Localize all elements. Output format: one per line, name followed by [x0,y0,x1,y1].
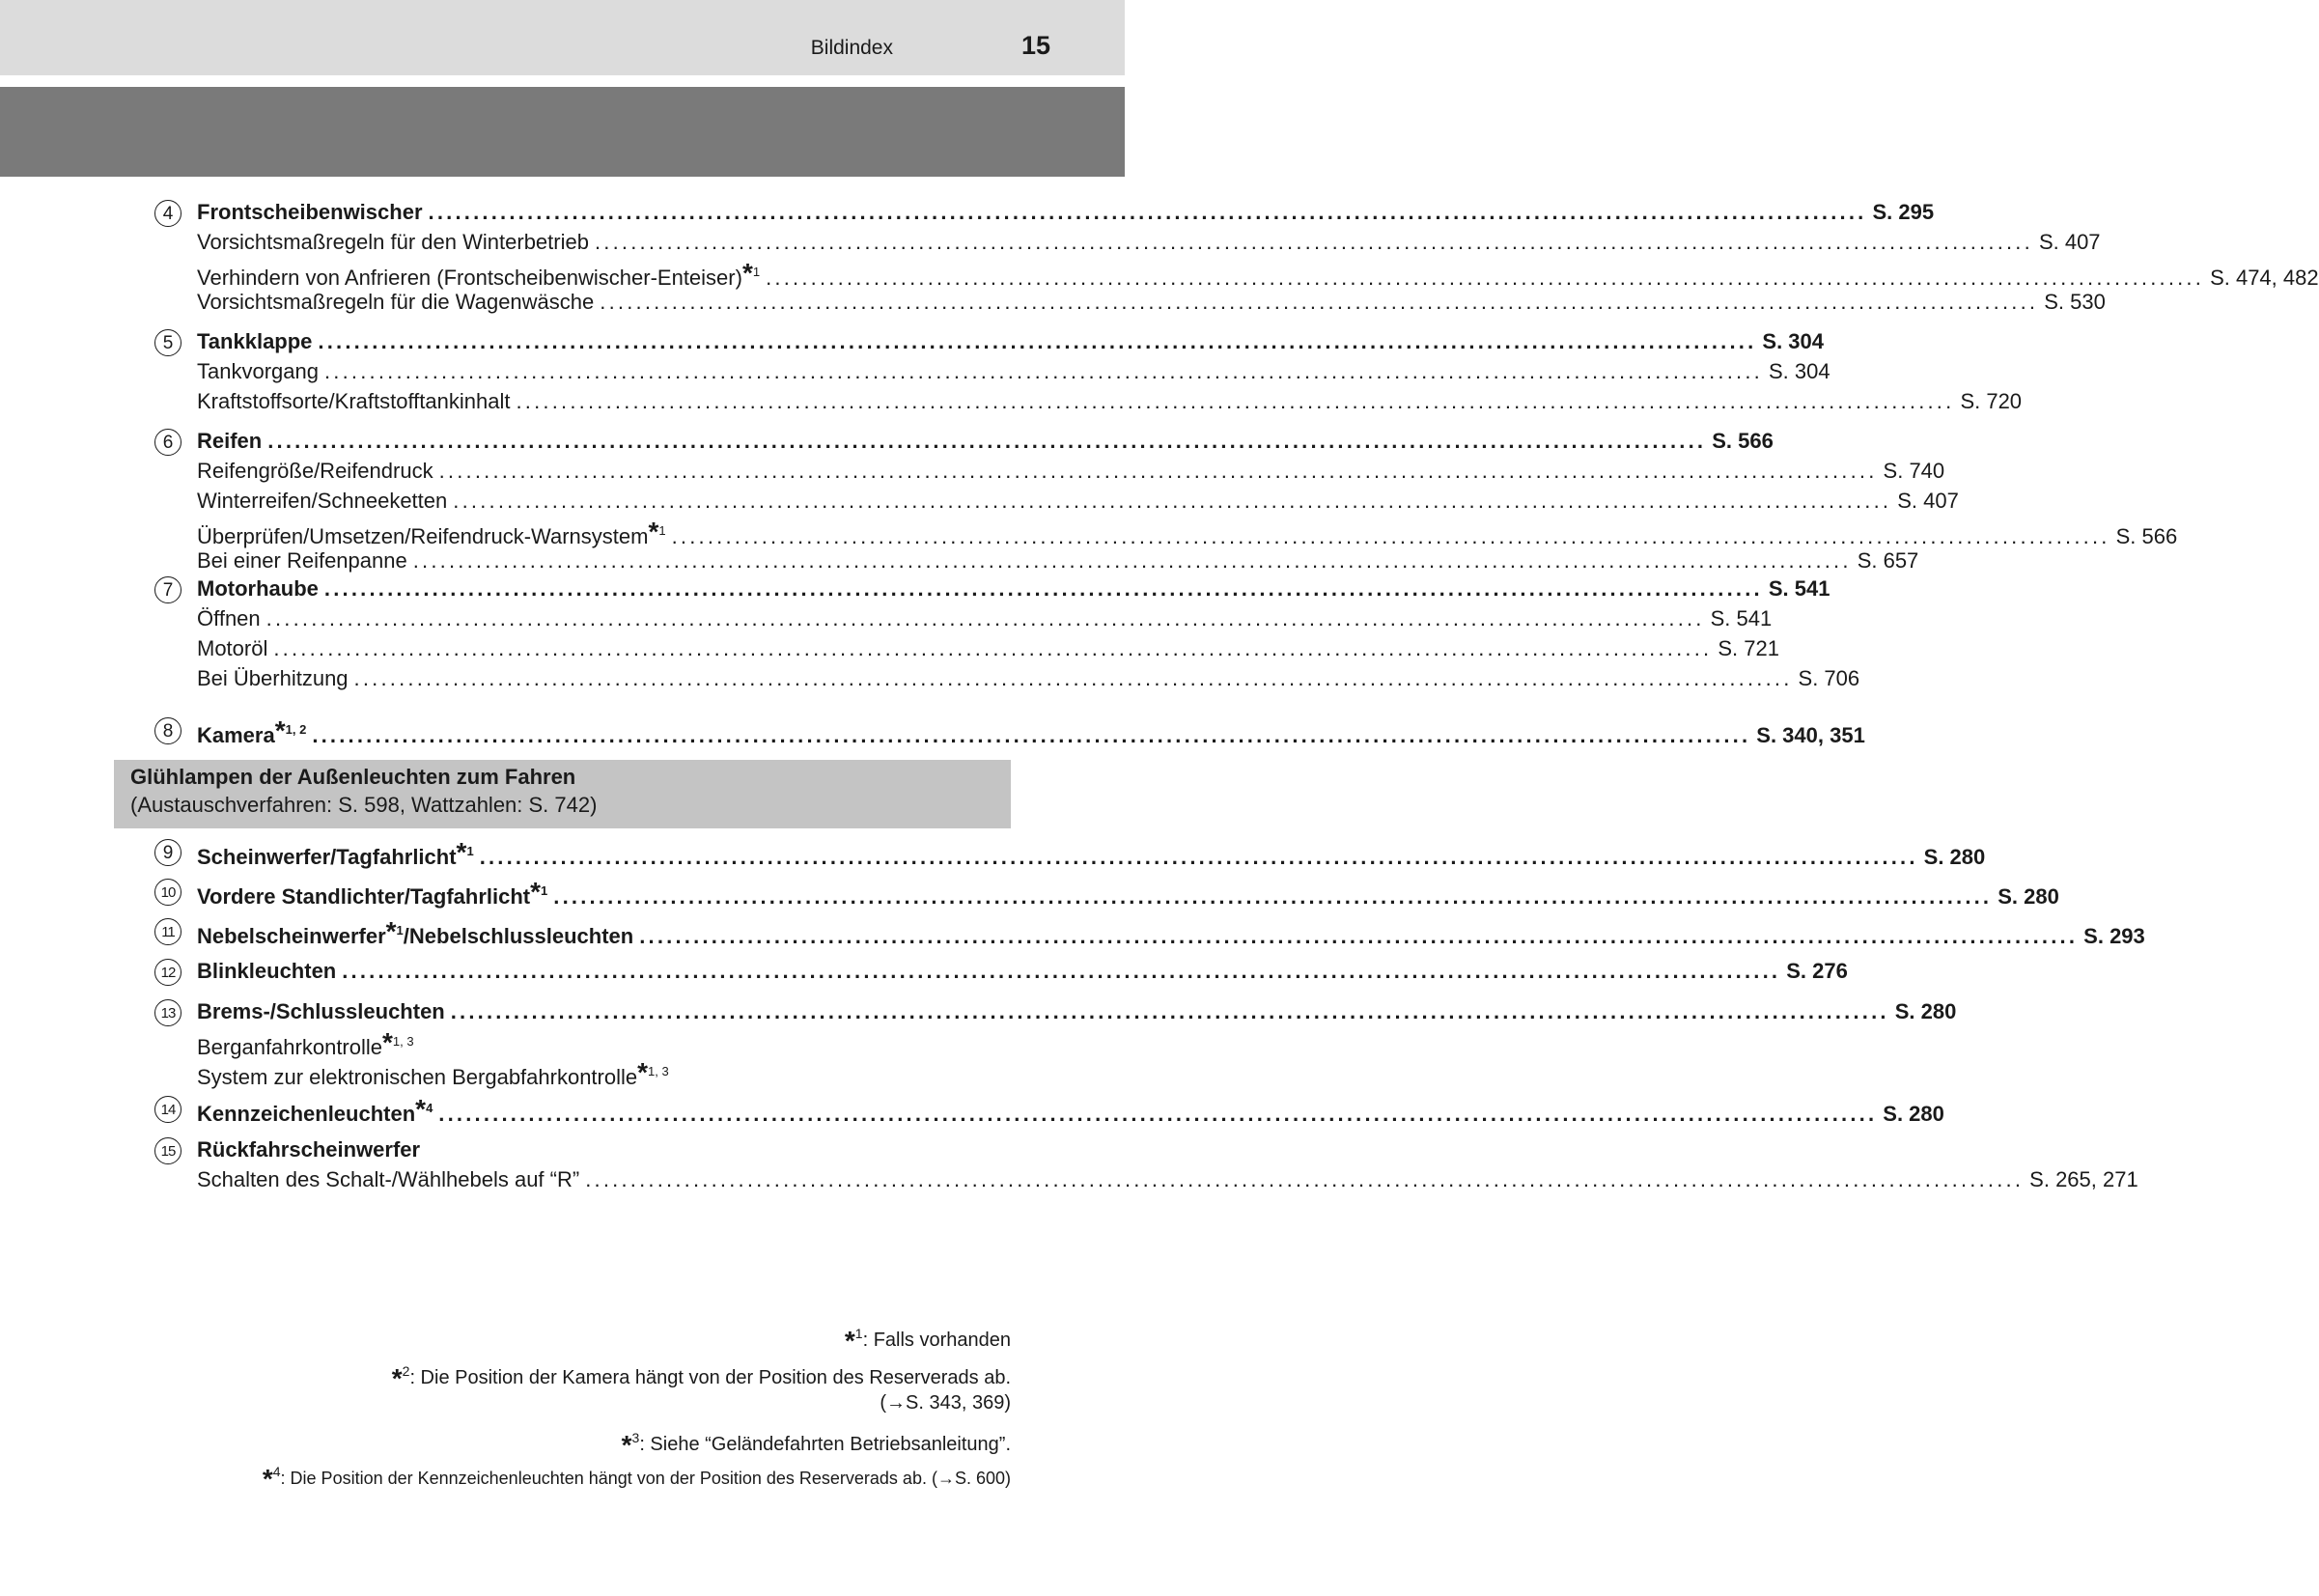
index-entry [197,387,2023,416]
leader-dots: ................................................................................................................................................................ [450,999,1889,1023]
page-reference: S. 474, 482 [2210,266,2319,290]
page-reference: S. 657 [1857,548,1919,573]
callout-number: 9 [154,839,182,866]
page-reference: S. 530 [2044,290,2106,314]
footnote-continuation: (→S. 343, 369) [880,1392,1011,1414]
index-entry-label: System zur elektronischen Bergabfahrkontrolle$^{*1, 3}$ [197,1057,669,1089]
index-entry [197,715,1865,747]
leader-dots: ................................................................................................................................................................ [342,959,1781,983]
index-entry [197,957,1848,986]
bulb-section-title: Glühlampen der Außenleuchten zum Fahren [130,765,576,789]
index-entry [197,916,2145,948]
index-entry [197,574,1830,603]
page-reference: S. 280 [1883,1102,1944,1126]
footnote: *$^1$: Falls vorhanden [844,1326,1011,1356]
callout-number: 12 [154,959,182,986]
page-reference: S. 541 [1768,576,1830,601]
index-entry [197,877,2059,909]
leader-dots: ................................................................................................................................................................ [265,606,1705,630]
index-entry-label: Bei Überhitzung [197,666,349,690]
page-reference: S. 566 [2115,524,2178,548]
index-entry-label: Verhindern von Anfrieren (Frontscheibenwischer-Enteiser)$^{*1}$ [197,258,761,290]
page-reference: S. 340, 351 [1756,723,1865,747]
callout-number: 6 [154,429,182,456]
index-entry-label: Überprüfen/Umsetzen/Reifendruck-Warnsystem$^{*1}$ [197,517,666,548]
page-reference: S. 295 [1872,200,1935,224]
page-reference: S. 280 [1998,884,2059,909]
index-entry [197,604,1773,633]
index-entry-label: Motorhaube [197,576,319,601]
page-reference: S. 720 [1960,389,2023,413]
page-reference: S. 407 [1897,489,1959,513]
index-entry [197,1027,965,1059]
index-entry-label: Öffnen [197,606,261,630]
index-entry-label: Berganfahrkontrolle$^{*1, 3}$ [197,1027,414,1059]
leader-dots: ................................................................................................................................................................ [438,459,1878,483]
index-entry-label: Kennzeichenleuchten$^{*4}$ [197,1094,433,1126]
leader-dots: ................................................................................................................................................................ [323,359,1763,383]
index-entry-label: Frontscheibenwischer [197,200,423,224]
leader-dots: ................................................................................................................................................................ [318,329,1757,353]
footnote-reference: *1 [741,258,761,288]
index-entry [197,288,2106,317]
index-entry [197,258,2319,290]
index-entry [197,427,1774,456]
page-reference: S. 293 [2083,924,2145,948]
callout-number: 13 [154,999,182,1026]
index-entry [197,1094,1944,1126]
page-reference: S. 304 [1762,329,1824,353]
callout-number: 10 [154,879,182,906]
page-reference: S. 740 [1883,459,1945,483]
index-entry [197,327,1824,356]
index-entry-label: Bei einer Reifenpanne [197,548,407,573]
leader-dots: ................................................................................................................................................................ [766,266,2205,290]
index-entry [197,1165,2138,1194]
index-entry-label: Nebelscheinwerfer$^{*1}$/Nebelschlussleuchten [197,916,634,948]
leader-dots: ................................................................................................................................................................ [671,524,2110,548]
bulb-section-box [114,760,1011,828]
index-entry-label: Tankklappe [197,329,313,353]
leader-dots: ................................................................................................................................................................ [585,1167,2025,1191]
footnote-reference: *4 [415,1094,433,1124]
index-entry [197,634,1779,663]
page-reference: S. 280 [1923,845,1986,869]
index-entry [197,546,1919,575]
index-entry [197,664,1860,693]
footnote-reference: *1 [530,877,548,907]
index-entry [197,228,2101,257]
footnote-reference: *1, 2 [274,715,307,745]
index-entry [197,837,1986,869]
page-reference: S. 706 [1798,666,1860,690]
callout-number: 15 [154,1137,182,1164]
footnote-reference: *1 [456,837,474,867]
leader-dots: ................................................................................................................................................................ [312,723,1751,747]
footnote-reference: *1, 3 [382,1027,414,1057]
leader-dots: ................................................................................................................................................................ [273,636,1713,660]
bulb-section-subtitle: (Austauschverfahren: S. 598, Wattzahlen: S. 742) [130,793,598,817]
leader-dots: ................................................................................................................................................................ [353,666,1793,690]
leader-dots: ................................................................................................................................................................ [412,548,1852,573]
callout-number: 8 [154,717,182,744]
index-entry-label: Blinkleuchten [197,959,337,983]
footnote-reference: *1, 3 [637,1057,669,1087]
index-entry [197,357,1830,386]
index-entry [197,457,1945,486]
page-reference: S. 265, 271 [2029,1167,2138,1191]
leader-dots: ................................................................................................................................................................ [428,200,1867,224]
index-entry [197,1057,965,1089]
index-entry-label: Kraftstoffsorte/Kraftstofftankinhalt [197,389,511,413]
footnote: *$^4$: Die Position der Kennzeichenleuchten hängt von der Position des Reserverads ab. (→S. 600) [262,1464,1011,1494]
footnote-reference: *1 [648,517,666,546]
leader-dots: ................................................................................................................................................................ [516,389,1955,413]
leader-dots: ................................................................................................................................................................ [553,884,1993,909]
index-entry [197,997,1957,1026]
page-reference: S. 407 [2038,230,2101,254]
section-title: Bildindex [810,37,893,59]
index-entry-label: Kamera$^{*1, 2}$ [197,715,307,747]
callout-number: 11 [154,918,182,945]
index-entry [197,198,1935,227]
index-entry-label: Rückfahrscheinwerfer [197,1137,421,1162]
index-entry-label: Vordere Standlichter/Tagfahrlicht$^{*1}$ [197,877,548,909]
index-entry-label: Reifengröße/Reifendruck [197,459,433,483]
page-number: 15 [1020,31,1050,60]
callout-number: 14 [154,1096,182,1123]
footnote-reference: *1 [385,916,404,946]
page-reference: S. 304 [1768,359,1830,383]
header-bar [0,0,1125,75]
leader-dots: ................................................................................................................................................................ [600,290,2039,314]
index-entry-label: Schalten des Schalt-/Wählhebels auf “R” [197,1167,580,1191]
page-reference: S. 276 [1786,959,1848,983]
page-reference: S. 280 [1894,999,1957,1023]
leader-dots: ................................................................................................................................................................ [323,576,1763,601]
leader-dots: ................................................................................................................................................................ [479,845,1918,869]
callout-number: 5 [154,329,182,356]
leader-dots: ................................................................................................................................................................ [639,924,2079,948]
header-band [0,87,1125,177]
page-reference: S. 566 [1712,429,1774,453]
callout-number: 7 [154,576,182,603]
leader-dots: ................................................................................................................................................................ [594,230,2033,254]
index-entry-label: Reifen [197,429,263,453]
page-reference: S. 721 [1718,636,1779,660]
index-entry-label: Brems-/Schlussleuchten [197,999,445,1023]
index-entry [197,1135,965,1164]
index-entry-label: Vorsichtsmaßregeln für die Wagenwäsche [197,290,595,314]
footnote: *$^2$: Die Position der Kamera hängt von der Position des Reserverads ab. [391,1363,1011,1393]
index-entry-label: Scheinwerfer/Tagfahrlicht$^{*1}$ [197,837,474,869]
index-entry-label: Vorsichtsmaßregeln für den Winterbetrieb [197,230,589,254]
footnote: *$^3$: Siehe “Geländefahrten Betriebsanleitung”. [621,1430,1011,1460]
leader-dots: ................................................................................................................................................................ [453,489,1892,513]
page-reference: S. 541 [1710,606,1773,630]
index-entry [197,487,1959,516]
index-entry-label: Winterreifen/Schneeketten [197,489,448,513]
leader-dots: ................................................................................................................................................................ [438,1102,1878,1126]
index-entry-label: Tankvorgang [197,359,319,383]
index-entry [197,517,2178,548]
leader-dots: ................................................................................................................................................................ [267,429,1707,453]
callout-number: 4 [154,200,182,227]
index-entry-label: Motoröl [197,636,268,660]
